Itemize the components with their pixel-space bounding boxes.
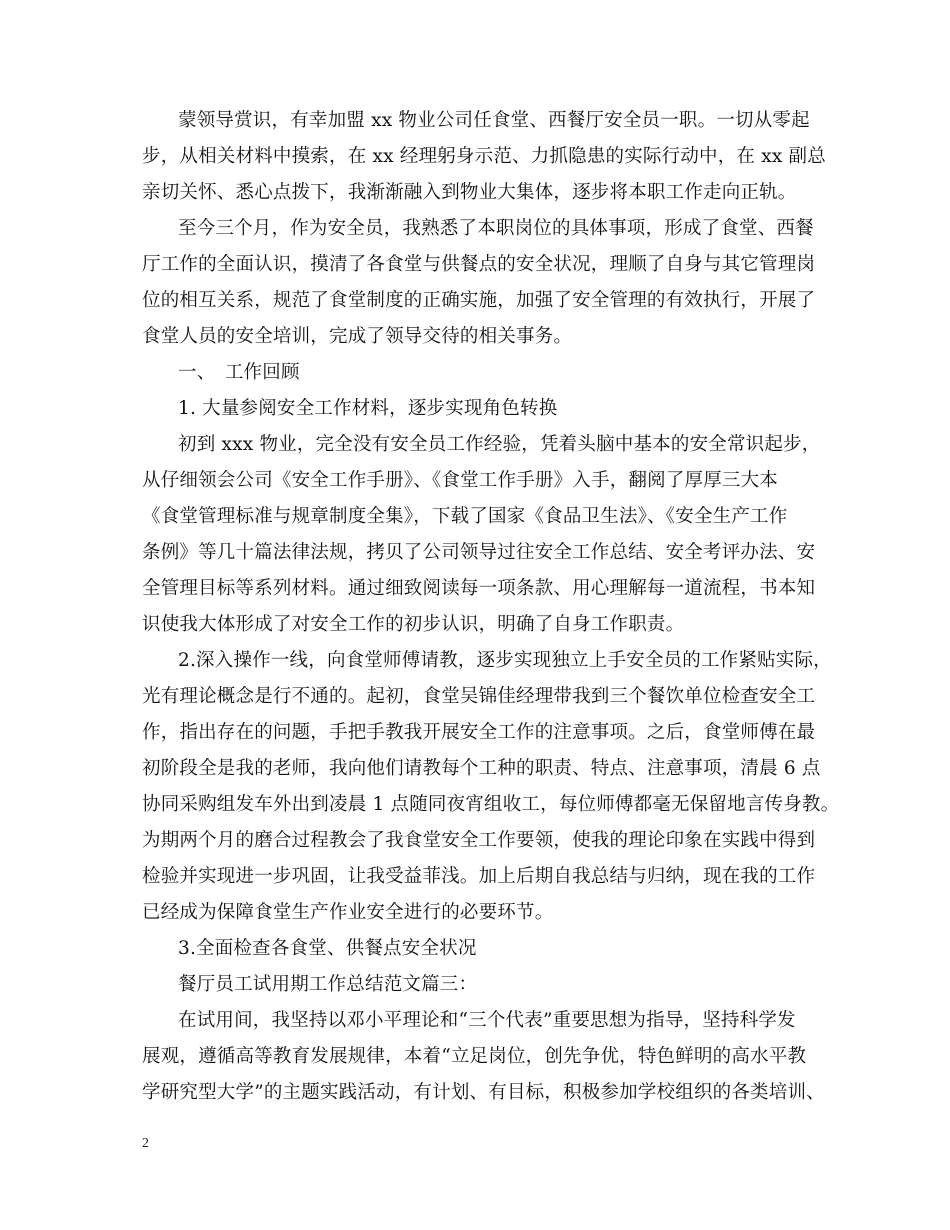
- paragraph-line: 初阶段全是我的老师，我向他们请教每个工种的职责、特点、注意事项，清晨 6 点: [142, 758, 821, 779]
- paragraph-line: 位的相互关系，规范了食堂制度的正确实施，加强了安全管理的有效执行，开展了: [142, 290, 816, 311]
- paragraph-line: 已经成为保障食堂生产作业安全进行的必要环节。: [142, 902, 554, 923]
- paragraph-line: 条例》等几十篇法律法规，拷贝了公司领导过往安全工作总结、安全考评办法、安: [142, 542, 816, 563]
- paragraph-line: 全管理目标等系列材料。通过细致阅读每一项条款、用心理解每一道流程，书本知: [142, 578, 816, 599]
- paragraph-line: 作，指出存在的问题，手把手教我开展安全工作的注意事项。之后，食堂师傅在最: [142, 722, 816, 743]
- paragraph-line: 食堂人员的安全培训，完成了领导交待的相关事务。: [142, 326, 573, 347]
- page-number: 2: [142, 1136, 149, 1151]
- paragraph-line: 协同采购组发车外出到凌晨 1 点随同夜宵组收工，每位师傅都毫无保留地言传身教。: [142, 794, 840, 815]
- paragraph-line: 检验并实现进一步巩固，让我受益菲浅。加上后期自我总结与归纳，现在我的工作: [142, 866, 816, 887]
- subsection-heading: 2.深入操作一线，向食堂师傅请教，逐步实现独立上手安全员的工作紧贴实际，: [178, 650, 832, 671]
- paragraph-line: 为期两个月的磨合过程教会了我食堂安全工作要领，使我的理论印象在实践中得到: [142, 830, 816, 851]
- paragraph-line: 展观，遵循高等教育发展规律，本着“立足岗位，创先争优，特色鲜明的高水平教: [142, 1046, 807, 1067]
- subsection-heading: 3.全面检查各食堂、供餐点安全状况: [178, 938, 477, 959]
- paragraph-line: 在试用间，我坚持以邓小平理论和“三个代表”重要思想为指导，坚持科学发: [178, 1010, 796, 1031]
- paragraph-line: 学研究型大学”的主题实践活动，有计划、有目标，积极参加学校组织的各类培训、: [142, 1082, 825, 1103]
- paragraph-line: 蒙领导赏识，有幸加盟 xx 物业公司任食堂、西餐厅安全员一职。一切从零起: [178, 110, 810, 131]
- paragraph-line: 从仔细领会公司《安全工作手册》、《食堂工作手册》入手，翻阅了厚厚三大本: [142, 470, 779, 491]
- article-title: 餐厅员工试用期工作总结范文篇三：: [178, 974, 478, 995]
- paragraph-line: 步，从相关材料中摸索，在 xx 经理躬身示范、力抓隐患的实际行动中，在 xx 副总: [142, 146, 826, 167]
- paragraph-line: 识使我大体形成了对安全工作的初步认识，明确了自身工作职责。: [142, 614, 685, 635]
- paragraph-line: 初到 xxx 物业，完全没有安全员工作经验，凭着头脑中基本的安全常识起步，: [178, 434, 821, 455]
- paragraph-line: 《食堂管理标准与规章制度全集》，下载了国家《食品卫生法》、《安全生产工作: [142, 506, 788, 527]
- paragraph-line: 亲切关怀、悉心点拨下，我渐渐融入到物业大集体，逐步将本职工作走向正轨。: [142, 182, 797, 203]
- section-heading: 一、 工作回顾: [178, 362, 300, 383]
- paragraph-line: 光有理论概念是行不通的。起初，食堂吴锦佳经理带我到三个餐饮单位检查安全工: [142, 686, 816, 707]
- body-text: [142, 103, 840, 1111]
- subsection-heading: 1. 大量参阅安全工作材料，逐步实现角色转换: [178, 398, 558, 419]
- paragraph-line: 至今三个月，作为安全员，我熟悉了本职岗位的具体事项，形成了食堂、西餐: [178, 218, 814, 239]
- paragraph-line: 厅工作的全面认识，摸清了各食堂与供餐点的安全状况，理顺了自身与其它管理岗: [142, 254, 816, 275]
